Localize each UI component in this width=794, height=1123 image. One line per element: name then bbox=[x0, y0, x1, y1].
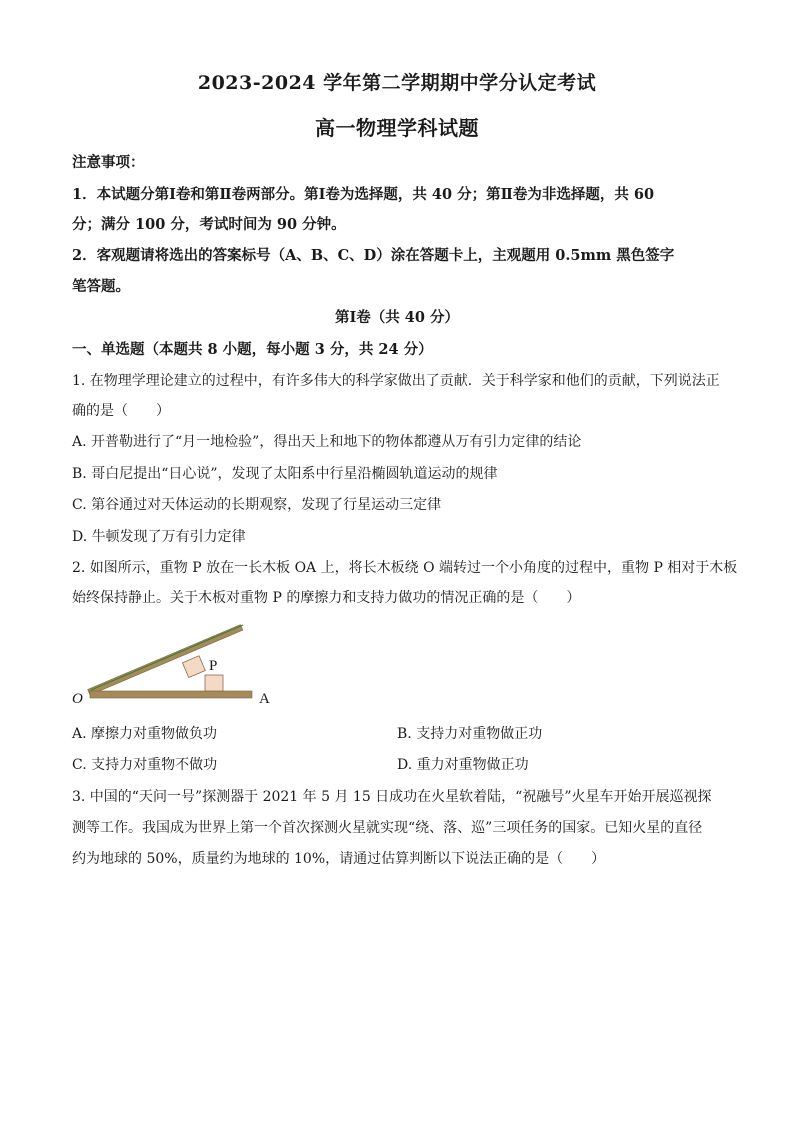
inclined-board-figure bbox=[70, 612, 290, 712]
question-1-option-a: A. 开普勒进行了“月一地检验”，得出天上和地下的物体都遵从万有引力定律的结论 bbox=[72, 434, 582, 450]
question-3-stem-line-2: 测等工作。我国成为世界上第一个首次探测火星就实现“绕、落、巡”三项任务的国家。已知火星的直径 bbox=[72, 820, 703, 836]
note-2-line-2: 笔答题。 bbox=[72, 278, 130, 295]
question-2-option-a: A. 摩擦力对重物做负功 bbox=[72, 726, 218, 742]
block-p bbox=[205, 675, 223, 691]
note-1-line-2: 分；满分 100 分，考试时间为 90 分钟。 bbox=[72, 216, 346, 233]
question-2-option-b: B. 支持力对重物做正功 bbox=[397, 726, 543, 742]
question-3-stem-line-3: 约为地球的 50%，质量约为地球的 10%，请通过估算判断以下说法正确的是（ ） bbox=[72, 851, 606, 867]
exam-subtitle: 高一物理学科试题 bbox=[315, 116, 479, 140]
question-2-stem-line-1: 2. 如图所示，重物 P 放在一长木板 OA 上，将长木板绕 O 端转过一个小角度的过程中，重物 P 相对于木板 bbox=[72, 560, 738, 576]
label-a: A bbox=[259, 691, 270, 707]
question-1-option-d: D. 牛顿发现了万有引力定律 bbox=[72, 529, 246, 545]
question-1-stem-line-2: 确的是（ ） bbox=[72, 403, 170, 419]
question-2-option-d: D. 重力对重物做正功 bbox=[397, 757, 529, 773]
label-o: O bbox=[72, 691, 83, 707]
note-1-line-1: 1．本试题分第Ⅰ卷和第Ⅱ卷两部分。第Ⅰ卷为选择题，共 40 分；第Ⅱ卷为非选择题，共 60 bbox=[72, 186, 655, 203]
question-1-option-b: B. 哥白尼提出“日心说”，发现了太阳系中行星沿椭圆轨道运动的规律 bbox=[72, 466, 498, 482]
question-3-stem-line-1: 3. 中国的“天问一号”探测器于 2021 年 5 月 15 日成功在火星软着陆，“祝融号”火星车开始开展巡视探 bbox=[72, 789, 712, 805]
note-2-line-1: 2．客观题请将选出的答案标号（A、B、C、D）涂在答题卡上，主观题用 0.5mm 黑色签字 bbox=[72, 247, 675, 264]
question-2-stem-line-2: 始终保持静止。关于木板对重物 P 的摩擦力和支持力做功的情况正确的是（ ） bbox=[72, 590, 581, 606]
question-2-option-c: C. 支持力对重物不做功 bbox=[72, 757, 218, 773]
label-p: P bbox=[209, 658, 218, 674]
exam-title: 2023-2024 学年第二学期期中学分认定考试 bbox=[197, 72, 597, 94]
section-heading: 一、单选题（本题共 8 小题，每小题 3 分，共 24 分） bbox=[72, 341, 433, 358]
tilted-block bbox=[182, 656, 205, 678]
part-1-heading: 第Ⅰ卷（共 40 分） bbox=[334, 309, 460, 326]
notes-heading: 注意事项： bbox=[72, 154, 145, 171]
question-1-stem-line-1: 1. 在物理学理论建立的过程中，有许多伟大的科学家做出了贡献．关于科学家和他们的贡献，下列说法正 bbox=[72, 373, 720, 389]
horizontal-board bbox=[90, 691, 252, 698]
question-1-option-c: C. 第谷通过对天体运动的长期观察，发现了行星运动三定律 bbox=[72, 497, 442, 513]
